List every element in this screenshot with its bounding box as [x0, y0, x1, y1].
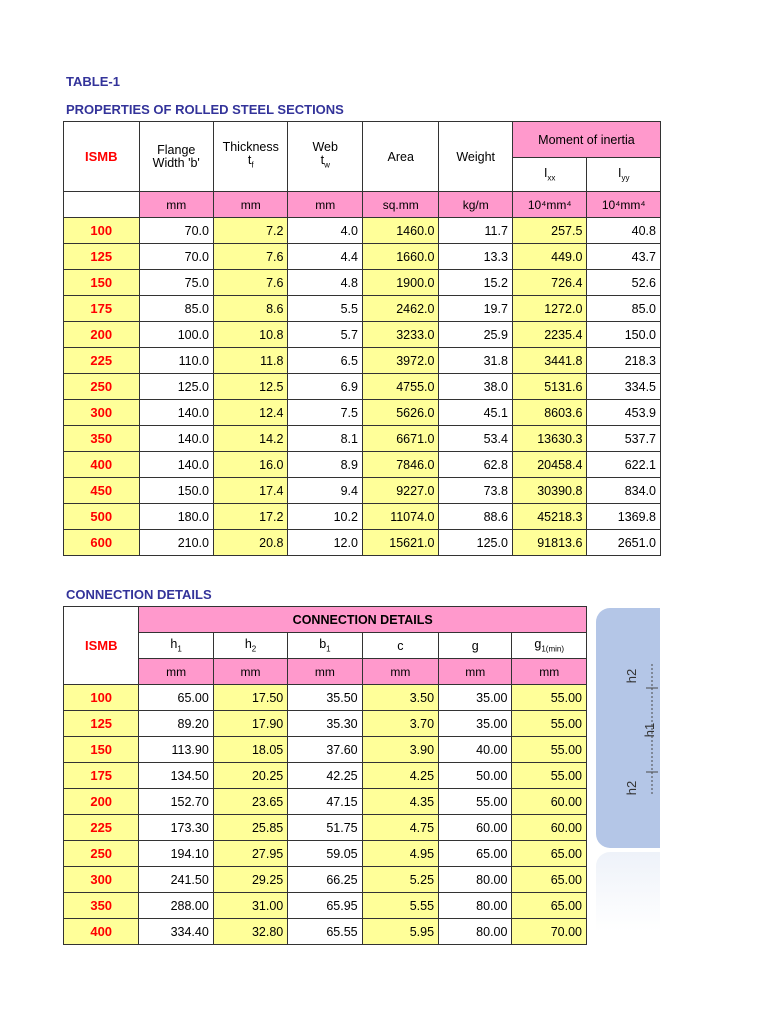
ixx-header — [512, 158, 586, 192]
value-cell: 4.95 — [362, 841, 438, 867]
header-subscript: 2 — [251, 644, 257, 654]
section-id-cell: 400 — [64, 452, 140, 478]
value-cell: 30390.8 — [512, 478, 586, 504]
value-cell: 218.3 — [587, 348, 661, 374]
value-cell: 20458.4 — [512, 452, 586, 478]
unit-cell: mm — [439, 659, 512, 685]
value-cell: 194.10 — [139, 841, 213, 867]
value-cell: 288.00 — [139, 893, 213, 919]
value-cell: 27.95 — [213, 841, 287, 867]
value-cell: 12.0 — [288, 530, 362, 556]
value-cell: 35.00 — [439, 685, 512, 711]
value-cell: 10.8 — [213, 322, 287, 348]
value-cell: 3.50 — [362, 685, 438, 711]
value-cell: 7846.0 — [362, 452, 439, 478]
properties-table — [63, 121, 661, 556]
value-cell: 40.8 — [587, 218, 661, 244]
web-symbol: t — [320, 153, 325, 168]
value-cell: 11074.0 — [362, 504, 439, 530]
header-symbol: h — [244, 637, 252, 652]
value-cell: 51.75 — [288, 815, 362, 841]
value-cell: 13630.3 — [512, 426, 586, 452]
web-label: Web — [312, 140, 338, 155]
value-cell: 180.0 — [139, 504, 213, 530]
table-row — [64, 296, 661, 322]
table-row — [64, 374, 661, 400]
value-cell: 11.7 — [439, 218, 512, 244]
value-cell: 20.25 — [213, 763, 287, 789]
thickness-label: Thickness — [222, 140, 279, 155]
value-cell: 150.0 — [587, 322, 661, 348]
h1-label: h1 — [642, 722, 657, 738]
table-row — [64, 452, 661, 478]
value-cell: 73.8 — [439, 478, 512, 504]
value-cell: 75.0 — [139, 270, 213, 296]
value-cell: 3972.0 — [362, 348, 439, 374]
value-cell: 60.00 — [439, 815, 512, 841]
value-cell: 834.0 — [587, 478, 661, 504]
value-cell: 43.7 — [587, 244, 661, 270]
value-cell: 1900.0 — [362, 270, 439, 296]
header-subscript: 1 — [177, 644, 182, 654]
table-row — [64, 270, 661, 296]
table-row — [64, 867, 587, 893]
value-cell: 37.60 — [288, 737, 362, 763]
value-cell: 91813.6 — [512, 530, 586, 556]
value-cell: 55.00 — [439, 789, 512, 815]
ismb-header: ISMB — [64, 607, 139, 685]
unit-cell: 10⁴mm⁴ — [512, 192, 586, 218]
value-cell: 45218.3 — [512, 504, 586, 530]
value-cell: 334.5 — [587, 374, 661, 400]
value-cell: 4.75 — [362, 815, 438, 841]
value-cell: 7.6 — [213, 244, 287, 270]
unit-cell: 10⁴mm⁴ — [587, 192, 661, 218]
table-row — [64, 919, 587, 945]
value-cell: 65.55 — [288, 919, 362, 945]
value-cell: 150.0 — [139, 478, 213, 504]
unit-cell: mm — [139, 192, 213, 218]
table-row — [64, 893, 587, 919]
value-cell: 6671.0 — [362, 426, 439, 452]
table-row — [64, 218, 661, 244]
section-id-cell: 200 — [64, 789, 139, 815]
section-id-cell: 400 — [64, 919, 139, 945]
thickness-symbol: t — [247, 153, 252, 168]
value-cell: 3233.0 — [362, 322, 439, 348]
value-cell: 85.0 — [587, 296, 661, 322]
value-cell: 35.30 — [288, 711, 362, 737]
value-cell: 134.50 — [139, 763, 213, 789]
connection-details-banner: CONNECTION DETAILS — [139, 607, 587, 633]
value-cell: 5.7 — [288, 322, 362, 348]
column-header — [288, 633, 362, 659]
section-id-cell: 150 — [64, 737, 139, 763]
section-id-cell: 500 — [64, 504, 140, 530]
value-cell: 537.7 — [587, 426, 661, 452]
section-id-cell: 175 — [64, 763, 139, 789]
ismb-header: ISMB — [64, 122, 140, 192]
value-cell: 19.7 — [439, 296, 512, 322]
value-cell: 65.00 — [439, 841, 512, 867]
value-cell: 8.9 — [288, 452, 362, 478]
connection-details-title: CONNECTION DETAILS — [66, 587, 212, 602]
connection-details-table — [63, 606, 587, 945]
value-cell: 8.1 — [288, 426, 362, 452]
value-cell: 4.35 — [362, 789, 438, 815]
value-cell: 55.00 — [512, 737, 587, 763]
value-cell: 449.0 — [512, 244, 586, 270]
value-cell: 113.90 — [139, 737, 213, 763]
h2-top-label: h2 — [624, 668, 639, 684]
header-symbol: g — [471, 638, 479, 653]
section-id-cell: 600 — [64, 530, 140, 556]
value-cell: 65.00 — [512, 893, 587, 919]
table-row — [64, 737, 587, 763]
table-row — [64, 478, 661, 504]
value-cell: 18.05 — [213, 737, 287, 763]
value-cell: 17.2 — [213, 504, 287, 530]
section-id-cell: 125 — [64, 244, 140, 270]
value-cell: 13.3 — [439, 244, 512, 270]
table-row — [64, 530, 661, 556]
header-symbol: c — [397, 638, 404, 653]
table-row — [64, 685, 587, 711]
area-header: Area — [362, 122, 439, 192]
value-cell: 140.0 — [139, 452, 213, 478]
value-cell: 55.00 — [512, 685, 587, 711]
value-cell: 20.8 — [213, 530, 287, 556]
value-cell: 17.50 — [213, 685, 287, 711]
value-cell: 622.1 — [587, 452, 661, 478]
section-id-cell: 175 — [64, 296, 140, 322]
section-id-cell: 250 — [64, 841, 139, 867]
value-cell: 5.55 — [362, 893, 438, 919]
value-cell: 42.25 — [288, 763, 362, 789]
table-row — [64, 244, 661, 270]
value-cell: 100.0 — [139, 322, 213, 348]
header-symbol: b — [319, 637, 327, 652]
section-id-cell: 350 — [64, 893, 139, 919]
value-cell: 334.40 — [139, 919, 213, 945]
flange-width-header: Flange Width 'b' — [139, 122, 213, 192]
value-cell: 35.50 — [288, 685, 362, 711]
column-header — [439, 633, 512, 659]
value-cell: 15.2 — [439, 270, 512, 296]
section-id-cell: 450 — [64, 478, 140, 504]
value-cell: 50.00 — [439, 763, 512, 789]
value-cell: 4.4 — [288, 244, 362, 270]
value-cell: 6.9 — [288, 374, 362, 400]
value-cell: 3.70 — [362, 711, 438, 737]
value-cell: 38.0 — [439, 374, 512, 400]
value-cell: 60.00 — [512, 789, 587, 815]
diagram-shadow — [596, 852, 660, 932]
value-cell: 80.00 — [439, 893, 512, 919]
value-cell: 5626.0 — [362, 400, 439, 426]
value-cell: 140.0 — [139, 400, 213, 426]
value-cell: 59.05 — [288, 841, 362, 867]
value-cell: 726.4 — [512, 270, 586, 296]
unit-cell: mm — [362, 659, 438, 685]
web-header — [288, 122, 362, 192]
iyy-symbol: I — [617, 166, 622, 181]
moment-of-inertia-header: Moment of inertia — [512, 122, 660, 158]
section-id-cell: 100 — [64, 218, 140, 244]
h2-bottom-label: h2 — [624, 780, 639, 796]
value-cell: 35.00 — [439, 711, 512, 737]
iyy-header — [587, 158, 661, 192]
value-cell: 14.2 — [213, 426, 287, 452]
weight-header: Weight — [439, 122, 512, 192]
value-cell: 52.6 — [587, 270, 661, 296]
unit-cell: mm — [213, 192, 287, 218]
value-cell: 31.8 — [439, 348, 512, 374]
ixx-symbol: I — [543, 166, 548, 181]
value-cell: 1369.8 — [587, 504, 661, 530]
value-cell: 17.4 — [213, 478, 287, 504]
value-cell: 11.8 — [213, 348, 287, 374]
value-cell: 47.15 — [288, 789, 362, 815]
column-header — [213, 633, 287, 659]
section-id-cell: 225 — [64, 348, 140, 374]
value-cell: 65.00 — [512, 867, 587, 893]
value-cell: 1460.0 — [362, 218, 439, 244]
value-cell: 1272.0 — [512, 296, 586, 322]
table-label: TABLE-1 — [66, 74, 120, 89]
dimension-lines — [596, 608, 660, 848]
value-cell: 5.25 — [362, 867, 438, 893]
value-cell: 88.6 — [439, 504, 512, 530]
header-subscript: 1 — [326, 644, 331, 654]
value-cell: 241.50 — [139, 867, 213, 893]
table-row — [64, 504, 661, 530]
value-cell: 5131.6 — [512, 374, 586, 400]
value-cell: 7.2 — [213, 218, 287, 244]
value-cell: 453.9 — [587, 400, 661, 426]
unit-cell: mm — [288, 192, 362, 218]
value-cell: 4.25 — [362, 763, 438, 789]
value-cell: 125.0 — [439, 530, 512, 556]
value-cell: 7.5 — [288, 400, 362, 426]
value-cell: 4.0 — [288, 218, 362, 244]
connection-diagram — [596, 608, 660, 848]
section-id-cell: 250 — [64, 374, 140, 400]
value-cell: 8603.6 — [512, 400, 586, 426]
column-header — [512, 633, 587, 659]
section-id-cell: 125 — [64, 711, 139, 737]
table-row — [64, 815, 587, 841]
section-id-cell: 350 — [64, 426, 140, 452]
value-cell: 12.4 — [213, 400, 287, 426]
table-row — [64, 426, 661, 452]
value-cell: 3441.8 — [512, 348, 586, 374]
value-cell: 62.8 — [439, 452, 512, 478]
column-header — [139, 633, 213, 659]
value-cell: 55.00 — [512, 711, 587, 737]
value-cell: 55.00 — [512, 763, 587, 789]
table-row — [64, 348, 661, 374]
value-cell: 6.5 — [288, 348, 362, 374]
value-cell: 29.25 — [213, 867, 287, 893]
value-cell: 70.0 — [139, 244, 213, 270]
value-cell: 53.4 — [439, 426, 512, 452]
value-cell: 140.0 — [139, 426, 213, 452]
value-cell: 65.00 — [512, 841, 587, 867]
value-cell: 80.00 — [439, 919, 512, 945]
unit-cell: mm — [213, 659, 287, 685]
section-id-cell: 200 — [64, 322, 140, 348]
header-subscript: 1(min) — [541, 644, 565, 654]
units-spacer — [64, 192, 140, 218]
value-cell: 110.0 — [139, 348, 213, 374]
value-cell: 25.9 — [439, 322, 512, 348]
ixx-subscript: xx — [547, 173, 556, 183]
value-cell: 2235.4 — [512, 322, 586, 348]
web-subscript: w — [324, 160, 330, 170]
table-row — [64, 400, 661, 426]
value-cell: 4.8 — [288, 270, 362, 296]
value-cell: 2462.0 — [362, 296, 439, 322]
value-cell: 65.00 — [139, 685, 213, 711]
unit-cell: mm — [288, 659, 362, 685]
value-cell: 31.00 — [213, 893, 287, 919]
section-id-cell: 225 — [64, 815, 139, 841]
value-cell: 70.00 — [512, 919, 587, 945]
section-id-cell: 150 — [64, 270, 140, 296]
section-id-cell: 300 — [64, 867, 139, 893]
value-cell: 70.0 — [139, 218, 213, 244]
value-cell: 60.00 — [512, 815, 587, 841]
value-cell: 5.5 — [288, 296, 362, 322]
header-symbol: g — [534, 637, 542, 652]
value-cell: 66.25 — [288, 867, 362, 893]
value-cell: 173.30 — [139, 815, 213, 841]
section-id-cell: 100 — [64, 685, 139, 711]
unit-cell: mm — [139, 659, 213, 685]
value-cell: 4755.0 — [362, 374, 439, 400]
value-cell: 210.0 — [139, 530, 213, 556]
value-cell: 25.85 — [213, 815, 287, 841]
column-header — [362, 633, 438, 659]
value-cell: 10.2 — [288, 504, 362, 530]
value-cell: 9.4 — [288, 478, 362, 504]
value-cell: 80.00 — [439, 867, 512, 893]
table-row — [64, 322, 661, 348]
value-cell: 15621.0 — [362, 530, 439, 556]
value-cell: 32.80 — [213, 919, 287, 945]
value-cell: 125.0 — [139, 374, 213, 400]
value-cell: 16.0 — [213, 452, 287, 478]
value-cell: 3.90 — [362, 737, 438, 763]
value-cell: 12.5 — [213, 374, 287, 400]
table-title: PROPERTIES OF ROLLED STEEL SECTIONS — [66, 102, 344, 117]
value-cell: 5.95 — [362, 919, 438, 945]
unit-cell: mm — [512, 659, 587, 685]
section-id-cell: 300 — [64, 400, 140, 426]
table-row — [64, 711, 587, 737]
unit-cell: sq.mm — [362, 192, 439, 218]
value-cell: 23.65 — [213, 789, 287, 815]
table-row — [64, 789, 587, 815]
value-cell: 85.0 — [139, 296, 213, 322]
unit-cell: kg/m — [439, 192, 512, 218]
value-cell: 40.00 — [439, 737, 512, 763]
value-cell: 89.20 — [139, 711, 213, 737]
value-cell: 17.90 — [213, 711, 287, 737]
value-cell: 65.95 — [288, 893, 362, 919]
value-cell: 8.6 — [213, 296, 287, 322]
value-cell: 7.6 — [213, 270, 287, 296]
thickness-subscript: f — [251, 160, 254, 170]
header-symbol: h — [170, 637, 178, 652]
table-row — [64, 763, 587, 789]
value-cell: 45.1 — [439, 400, 512, 426]
value-cell: 1660.0 — [362, 244, 439, 270]
iyy-subscript: yy — [621, 173, 630, 183]
value-cell: 152.70 — [139, 789, 213, 815]
value-cell: 9227.0 — [362, 478, 439, 504]
value-cell: 2651.0 — [587, 530, 661, 556]
thickness-header — [213, 122, 287, 192]
table-row — [64, 841, 587, 867]
value-cell: 257.5 — [512, 218, 586, 244]
